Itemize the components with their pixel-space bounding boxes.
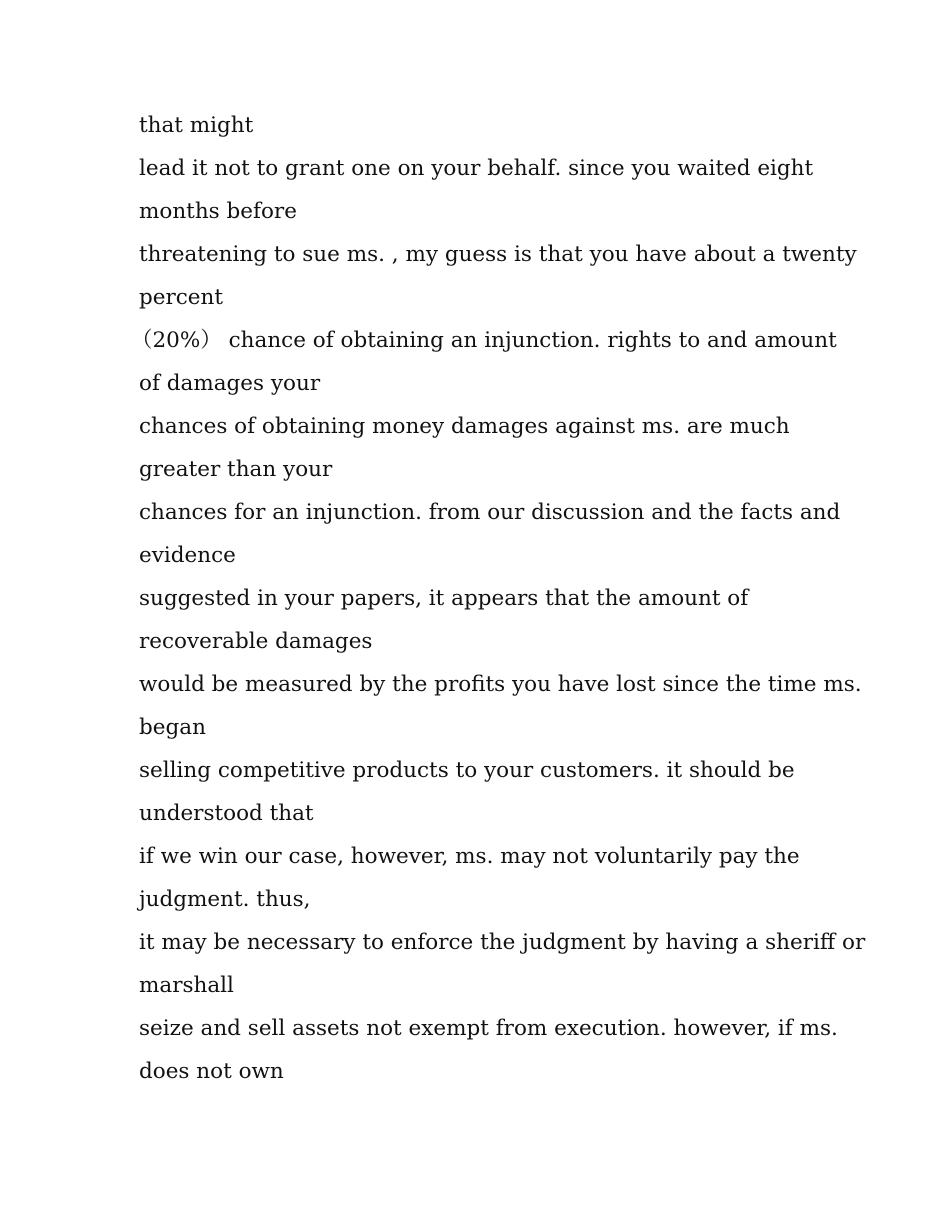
text-line: percent [139, 285, 224, 310]
text-line: if we win our case, however, ms. may not voluntarily pay the [139, 844, 800, 869]
text-line: threatening to sue ms. , my guess is that you have about a twenty [139, 242, 857, 267]
text-line: that might [139, 113, 254, 138]
text-line: recoverable damages [139, 629, 373, 654]
text-line: suggested in your papers, it appears that the amount of [139, 586, 749, 611]
text-line: months before [139, 199, 297, 224]
text-line: marshall [139, 973, 234, 998]
text-line: judgment. thus, [139, 887, 311, 912]
text-line: lead it not to grant one on your behalf. since you waited eight [139, 156, 814, 181]
text-line: of damages your [139, 371, 321, 396]
text-line: evidence [139, 543, 236, 568]
text-line: seize and sell assets not exempt from execution. however, if ms. [139, 1016, 838, 1041]
text-line: does not own [139, 1059, 284, 1084]
body-text [131, 104, 866, 1093]
text-line: （20%） chance of obtaining an injunction. rights to and amount [131, 328, 837, 353]
text-line: understood that [139, 801, 314, 826]
text-line: began [139, 715, 206, 740]
text-line: selling competitive products to your customers. it should be [139, 758, 795, 783]
text-line: greater than your [139, 457, 333, 482]
text-line: it may be necessary to enforce the judgment by having a sheriff or [139, 930, 866, 955]
text-line: chances of obtaining money damages against ms. are much [139, 414, 790, 439]
text-line: would be measured by the profits you have lost since the time ms. [139, 672, 862, 697]
text-line: chances for an injunction. from our discussion and the facts and [139, 500, 841, 525]
